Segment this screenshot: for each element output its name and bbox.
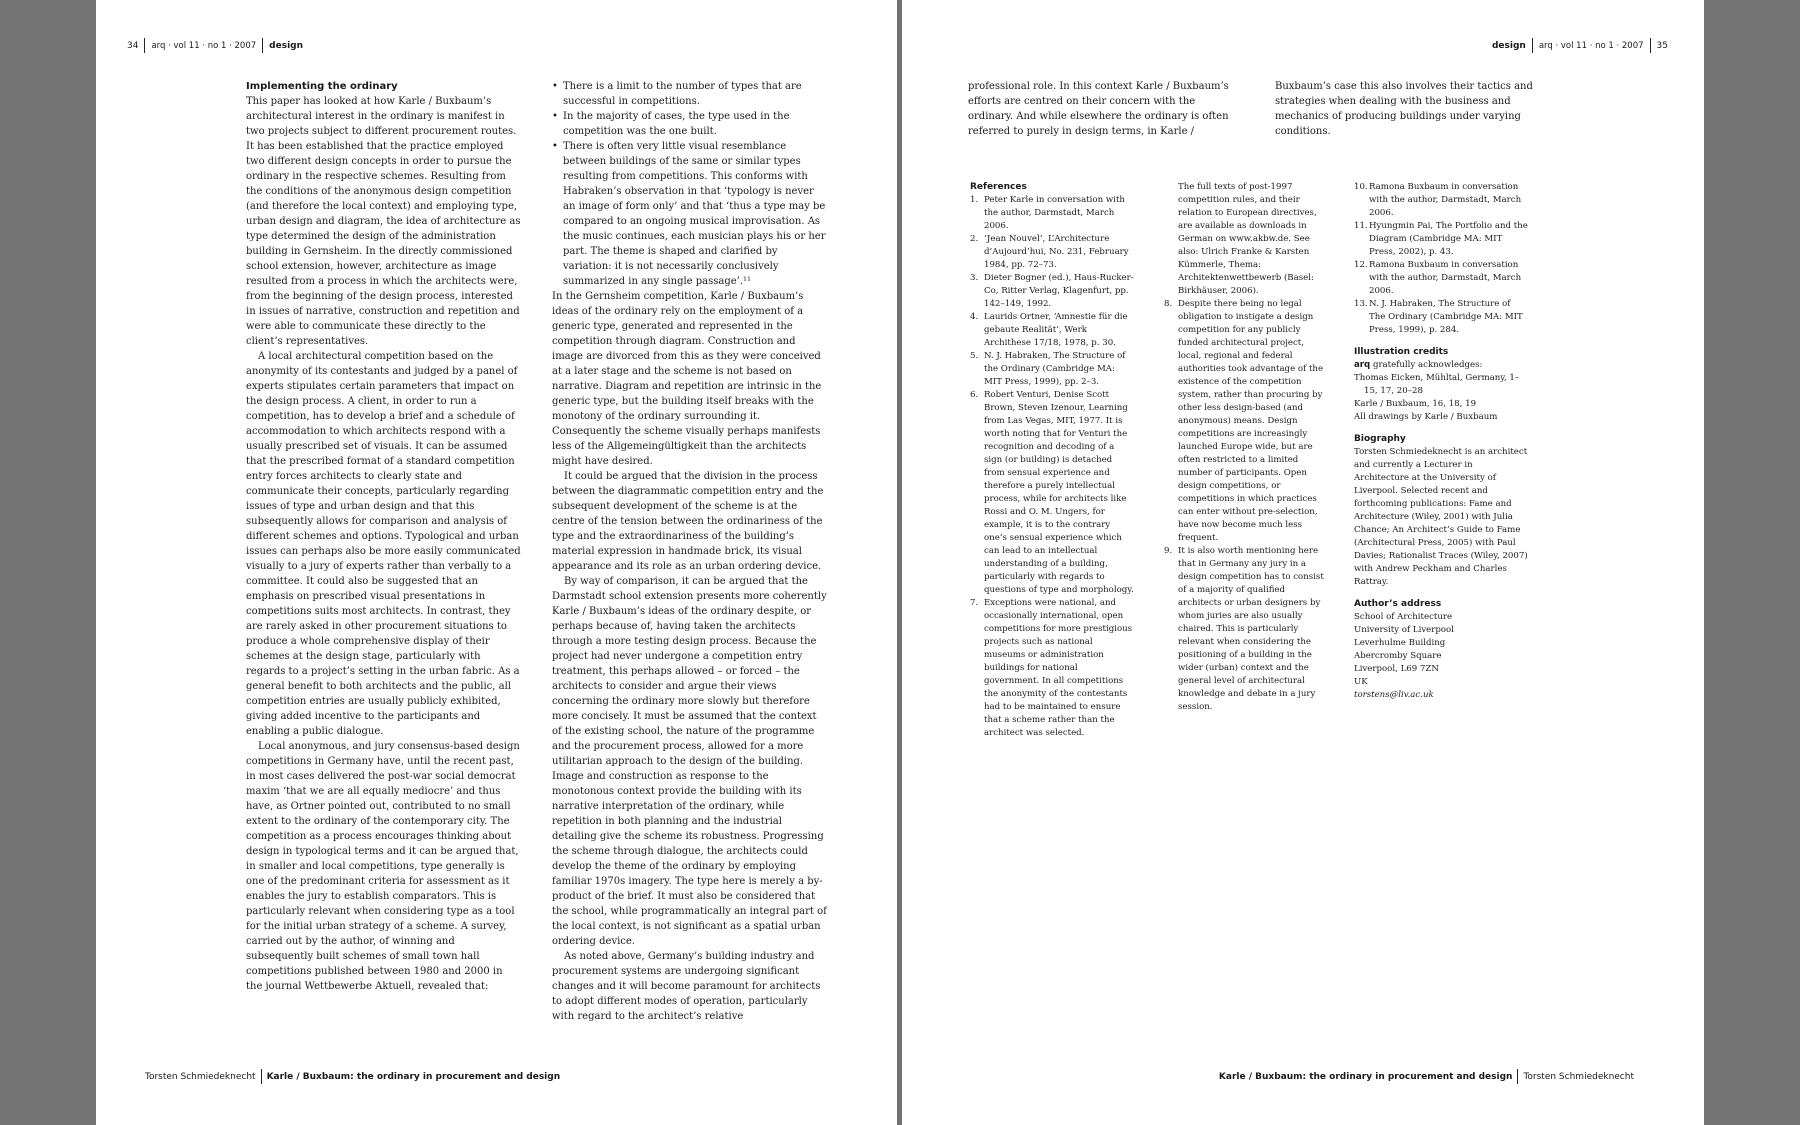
address-line: UK	[1354, 677, 1368, 687]
reference-item: 5. N. J. Habraken, The Structure of the Ordinary (Cambridge MA: MIT Press, 1999), pp. 2–3.	[970, 351, 1126, 387]
credits-line: arq gratefully acknowledges:	[1354, 360, 1483, 370]
reference-list	[970, 194, 1135, 740]
paragraph: By way of comparison, it can be argued that the Darmstadt school extension presents more coherently Karle / Buxbaum’s ideas of the ordinary despite, or perhaps because of, having taken the architects through a more testing design process. Because the project had never undergone a competition entry treatment, this perhaps allowed – or forced – the architects to consider and argue their views concerning the ordinary more slowly but therefore more concisely. It must be assumed that the context of the existing school, the nature of the programme and the procurement process, allowed for a more utilitarian approach to the design of the building. Image and construction as response to the monotonous context provide the building with its narrative interpretation of the ordinary, while repetition in both planning and the industrial detailing give the scheme its robustness. Progressing the scheme through dialogue, the architects could develop the theme of the ordinary by employing familiar 1970s imagery. The type here is merely a by-product of the brief. It must also be considered that the school, while programmatically an integral part of the local context, is not significant as a spatial urban ordering device.	[552, 576, 827, 947]
illustration-credits-heading: Illustration credits	[1354, 347, 1449, 357]
section-label: design	[269, 40, 304, 51]
reference-item: 11. Hyungmin Pai, The Portfolio and the Diagram (Cambridge MA: MIT Press, 2002), p. 43.	[1354, 221, 1528, 257]
reference-item: 8. Despite there being no legal obligation to instigate a design competition for any publicly funded architectural project, local, regional and federal authorities took advantage of the existence of the competition system, rather than procuring by other less design-based (and anonymous) means. Design competitions are increasingly launched Europe wide, but are often restricted to a limited number of participants. Open design competitions, or competitions in which practices can enter without pre-selection, have now become much less frequent.	[1164, 299, 1324, 543]
paragraph: This paper has looked at how Karle / Buxbaum’s architectural interest in the ordinary is manifest in two projects subject to different procurement routes. It has been established that the practice employed two different design concepts in order to pursue the ordinary in the respective schemes. Resulting from the conditions of the anonymous design competition (and therefore the local context) and employing type, urban design and diagram, the idea of architecture as type determined the design of the administration building in Gernsheim. In the directly commissioned school extension, however, architecture as image resulted from a process in which the architects were, from the beginning of the design process, interested in issues of narrative, construction and repetition and were able to communicate these directly to the client’s representatives.	[246, 96, 521, 347]
journal-issue: arq · vol 11 · no 1 · 2007	[151, 40, 257, 51]
text-column-1	[246, 79, 521, 994]
section-heading: Implementing the ordinary	[246, 81, 398, 92]
address-line: Leverhulme Building	[1354, 638, 1446, 648]
reference-item: 12. Ramona Buxbaum in conversation with the author, Darmstadt, March 2006.	[1354, 260, 1522, 296]
address-line: Liverpool, L69 7ZN	[1354, 664, 1439, 674]
section-label: design	[1491, 40, 1526, 51]
address-line: University of Liverpool	[1354, 625, 1454, 635]
bullet-item: • There is a limit to the number of types that are successful in competitions.	[552, 79, 827, 109]
references-column-2	[1164, 181, 1329, 714]
reference-item: 6. Robert Venturi, Denise Scott Brown, Steven Izenour, Learning from Las Vegas, MIT, 1977. It is worth noting that for Venturi the recognition and decoding of a sign (or building) is detached from sensual experience and therefore a purely intellectual process, while for architects like Rossi and O. M. Ungers, for example, it is to the contrary one’s sensual experience which can lead to an intellectual understanding of a building, particularly with regards to questions of type and morphology.	[970, 390, 1134, 595]
reference-item: 1. Peter Karle in conversation with the author, Darmstadt, March 2006.	[970, 195, 1125, 231]
biography-heading: Biography	[1354, 434, 1406, 444]
divider	[1517, 1069, 1518, 1084]
paragraph: A local architectural competition based on the anonymity of its contestants and judged by a panel of experts stipulates certain parameters that impact on the design process. A client, in order to run a competition, has to develop a brief and a schedule of accommodation to which architects respond with a usually prescribed set of visuals. It can be assumed that the prescribed format of a standard competition entry forces architects to clearly state and communicate their concepts, particularly regarding issues of type and urban design and that this subsequently allows for comparison and analysis of different schemes and options. Typological and urban issues can perhaps also be more easily communicated visually to a jury of experts rather than verbally to a committee. It could also be suggested that an emphasis on prescribed visual presentations in competitions suits most architects. In contrast, they are rarely asked in other procurement situations to produce a whole comprehensive display of their schemes at the design stage, particularly with regards to a project’s setting in the urban fabric. As a general benefit to both architects and the public, all competition entries are usually publicly exhibited, giving added incentive to the participants and enabling a public dialogue.	[246, 351, 521, 737]
footer-author: Torsten Schmiedeknecht	[145, 1071, 256, 1082]
divider	[144, 38, 145, 53]
credits-line: Thomas Eicken, Mühltal, Germany, 1–15, 17, 20–28	[1354, 373, 1520, 396]
biography-text: Torsten Schmiedeknecht is an architect and currently a Lecturer in Architecture at the University of Liverpool. Selected recent and forthcoming publications: Fame and Architecture (Wiley, 2001) with Julia Chance; An Architect’s Guide to Fame (Architectural Press, 2005) with Paul Davies; Rationalist Traces (Wiley, 2007) with Andrew Peckham and Charles Rattray.	[1354, 447, 1528, 587]
bullet-list	[552, 79, 827, 289]
divider	[262, 38, 263, 53]
bullet-item: • There is often very little visual resemblance between buildings of the same or similar types resulting from competitions. This conforms with Habraken’s observation in that ‘typology is never an image of form only’ and that ‘thus a type may be compared to an ongoing musical improvisation. As the music continues, each musician plays his or her part. The theme is shaped and clarified by variation: it is not necessarily conclusively summarized in any single passage’.¹¹	[552, 139, 827, 289]
reference-list	[1164, 298, 1329, 714]
text-column-1	[968, 79, 1243, 139]
address-line: Abercromby Square	[1354, 651, 1442, 661]
email-link[interactable]: torstens@liv.ac.uk	[1354, 690, 1434, 700]
footer-author: Torsten Schmiedeknecht	[1523, 1071, 1634, 1082]
credits-line: All drawings by Karle / Buxbaum	[1354, 412, 1498, 422]
paragraph: It could be argued that the division in the process between the diagrammatic competition entry and the subsequent development of the scheme is at the centre of the tension between the ordinariness of the type and the extraordinariness of the building’s material expression in handmade brick, its visual appearance and its role as an urban ordering device.	[552, 471, 824, 572]
page-number: 34	[127, 40, 139, 51]
reference-item: 7. Exceptions were national, and occasionally international, open competitions for more prestigious projects such as national museums or administration buildings for national government. In all competitions the anonymity of the contestants had to be maintained to ensure that a scheme rather than the architect was selected.	[970, 598, 1133, 738]
reference-item: 4. Laurids Ortner, ‘Amnestie für die gebaute Realität’, Werk Archithese 17/18, 1978, p. 30.	[970, 312, 1128, 348]
reference-item: 2. ‘Jean Nouvel’, L’Architecture d’Aujourd’hui, No. 231, February 1984, pp. 72–73.	[970, 234, 1129, 270]
paragraph: Local anonymous, and jury consensus-based design competitions in Germany have, until the recent past, in most cases delivered the post-war social democrat maxim ‘that we are all equally mediocre’ and thus have, as Ortner pointed out, contributed to no small extent to the ordinary of the contemporary city. The competition as a process encourages thinking about design in typological terms and it can be argued that, in smaller and local competitions, type generally is one of the predominant criteria for assessment as it enables the jury to establish comparators. This is particularly relevant when considering type as a tool for the initial urban strategy of a scheme. A survey, carried out by the author, of winning and subsequently built schemes of small town hall competitions published between 1980 and 2000 in the journal Wettbewerbe Aktuell, revealed that:	[246, 741, 520, 992]
reference-list	[1354, 181, 1529, 337]
references-column-1	[970, 181, 1135, 740]
footer-title: Karle / Buxbaum: the ordinary in procurement and design	[1218, 1071, 1513, 1082]
bullet-item: • In the majority of cases, the type used in the competition was the one built.	[552, 109, 827, 139]
reference-continuation: The full texts of post-1997 competition rules, and their relation to European directives, are available as downloads in German on www.akbw.de. See also: Ulrich Franke & Karsten Kümmerle, Thema: Architektenwettbewerb (Basel: Birkhäuser, 2006).	[1178, 182, 1317, 296]
address-line: School of Architecture	[1354, 612, 1453, 622]
reference-item: 13. N. J. Habraken, The Structure of The Ordinary (Cambridge MA: MIT Press, 1999), p. 284.	[1354, 299, 1523, 335]
reference-item: 10. Ramona Buxbaum in conversation with the author, Darmstadt, March 2006.	[1354, 182, 1522, 218]
running-head	[127, 38, 303, 53]
references-column-3	[1354, 181, 1529, 702]
footer-title: Karle / Buxbaum: the ordinary in procurement and design	[266, 1071, 561, 1082]
divider	[1532, 38, 1533, 53]
paragraph: Buxbaum’s case this also involves their tactics and strategies when dealing with the business and mechanics of producing buildings under varying conditions.	[1275, 81, 1533, 137]
text-column-2	[1275, 79, 1550, 139]
reference-item: 3. Dieter Bogner (ed.), Haus-Rucker-Co, Ritter Verlag, Klagenfurt, pp. 142–149, 1992.	[970, 273, 1134, 309]
divider	[261, 1069, 262, 1084]
text-column-2	[552, 79, 827, 1024]
reference-item: 9. It is also worth mentioning here that in Germany any jury in a design competition has to consist of a majority of qualified architects or urban designers by whom juries are also usually chaired. This is particularly relevant when considering the positioning of a building in the wider (urban) context and the general level of architectural knowledge and debate in a jury session.	[1164, 546, 1324, 712]
references-heading: References	[970, 182, 1027, 192]
paragraph: As noted above, Germany’s building industry and procurement systems are undergoing significant changes and it will become paramount for architects to adopt different modes of operation, particularly with regard to the architect’s relative	[552, 951, 821, 1022]
arq-logo-text: arq	[1354, 360, 1371, 370]
page-34	[96, 0, 897, 1125]
address-heading: Author’s address	[1354, 599, 1442, 609]
paragraph: professional role. In this context Karle / Buxbaum’s efforts are centred on their concern with the ordinary. And while elsewhere the ordinary is often referred to purely in design terms, in Karle /	[968, 81, 1229, 137]
credits-line: Karle / Buxbaum, 16, 18, 19	[1354, 399, 1477, 409]
page-35	[902, 0, 1704, 1125]
page-number: 35	[1656, 40, 1668, 51]
paragraph: In the Gernsheim competition, Karle / Buxbaum’s ideas of the ordinary rely on the employment of a generic type, generated and represented in the competition through diagram. Construction and image are divorced from this as they were conceived at a later stage and the scheme is not based on narrative. Diagram and repetition are intrinsic in the generic type, but the building itself breaks with the monotony of the ordinary surrounding it. Consequently the scheme visually perhaps manifests less of the Allgemeingültigkeit than the architects might have desired.	[552, 291, 822, 467]
page-footer	[145, 1069, 560, 1084]
divider	[1650, 38, 1651, 53]
page-footer	[1219, 1069, 1634, 1084]
running-head	[1492, 38, 1668, 53]
journal-issue: arq · vol 11 · no 1 · 2007	[1538, 40, 1644, 51]
